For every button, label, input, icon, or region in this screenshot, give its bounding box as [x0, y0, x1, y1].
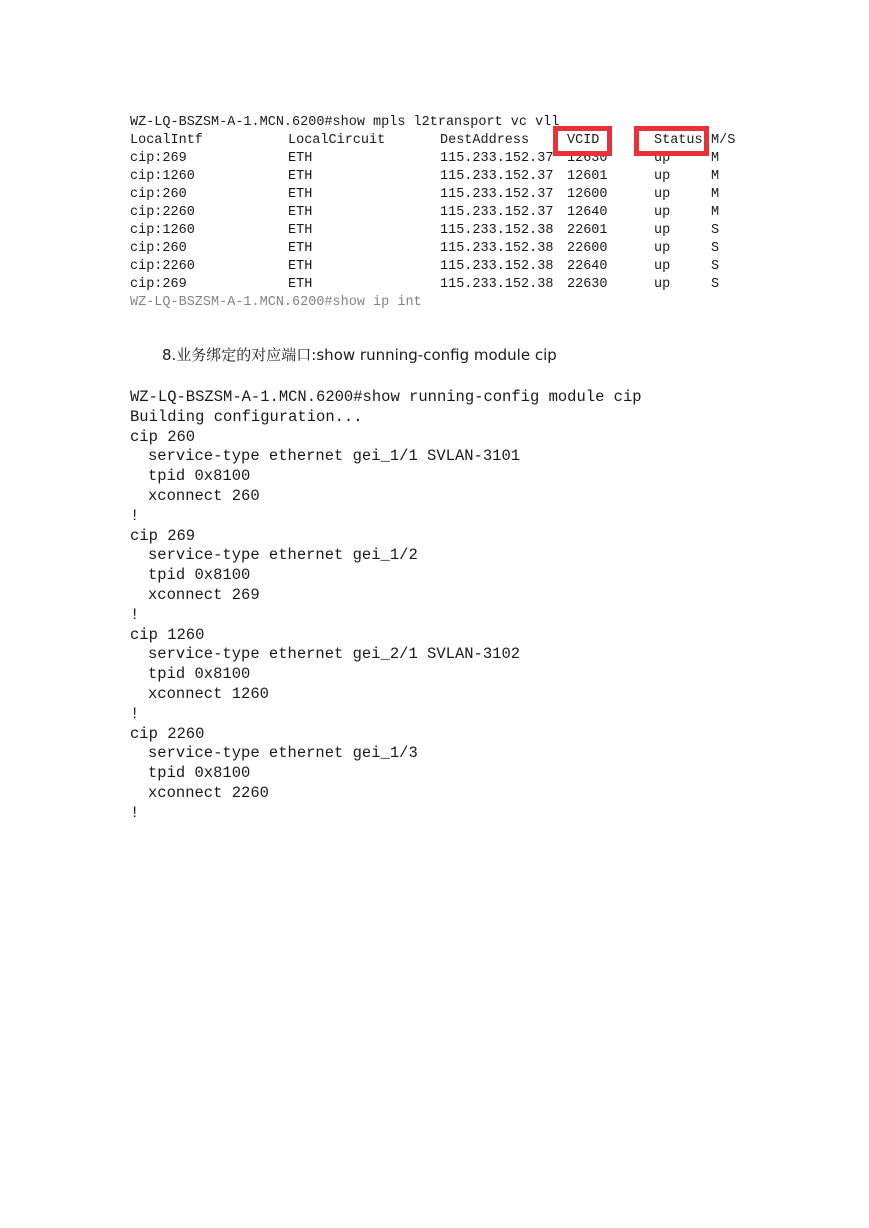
cell-local-intf: cip:2260: [130, 205, 195, 220]
cell-local-circuit: ETH: [288, 205, 313, 220]
cell-status: up: [654, 259, 671, 274]
cut-off-text: WZ-LQ-BSZSM-A-1.MCN.6200#show ip int: [130, 295, 422, 310]
config-building-line: Building configuration...: [130, 407, 363, 426]
cell-vcid: 12601: [567, 169, 608, 184]
config-output: [130, 388, 642, 824]
cell-status: up: [654, 187, 671, 202]
cell-dest-address: 115.233.152.38: [440, 223, 554, 238]
table-row: [130, 186, 750, 204]
cell-dest-address: 115.233.152.38: [440, 259, 554, 274]
header-local-circuit: LocalCircuit: [288, 133, 386, 148]
cell-local-intf: cip:269: [130, 151, 187, 166]
cell-dest-address: 115.233.152.37: [440, 187, 554, 202]
cell-dest-address: 115.233.152.37: [440, 169, 554, 184]
cip-header: cip 260: [130, 427, 196, 446]
header-local-intf: LocalIntf: [130, 133, 203, 148]
cell-ms: M: [711, 205, 720, 220]
cip-block: [130, 527, 642, 626]
cell-ms: S: [711, 277, 720, 292]
cell-local-intf: cip:260: [130, 187, 187, 202]
cip-block: [130, 428, 642, 527]
cip-header: cip 2260: [130, 724, 205, 743]
cell-vcid: 22630: [567, 277, 608, 292]
cip-block: [130, 626, 642, 725]
cell-local-circuit: ETH: [288, 187, 313, 202]
tpid-line: tpid 0x8100: [148, 467, 251, 486]
cell-ms: M: [711, 169, 720, 184]
tpid-line: tpid 0x8100: [148, 566, 251, 585]
cell-status: up: [654, 151, 671, 166]
cell-ms: M: [711, 151, 720, 166]
table-row: [130, 258, 750, 276]
status-highlight-box: [634, 126, 709, 156]
header-status: Status: [654, 133, 703, 148]
section-heading: 8.业务绑定的对应端口:show running-config module cip: [162, 346, 557, 364]
table-row: [130, 204, 750, 222]
vcid-highlight-box: [553, 126, 612, 156]
cell-local-circuit: ETH: [288, 151, 313, 166]
cell-status: up: [654, 169, 671, 184]
cell-vcid: 12630: [567, 151, 608, 166]
config-blocks: [130, 428, 642, 824]
cell-vcid: 22600: [567, 241, 608, 256]
header-ms: M/S: [711, 133, 736, 148]
cut-off-line: [130, 294, 750, 310]
block-end-marker: !: [130, 704, 140, 723]
service-type-line: service-type ethernet gei_1/2: [148, 546, 418, 565]
tpid-line: tpid 0x8100: [148, 665, 251, 684]
cell-local-circuit: ETH: [288, 241, 313, 256]
cell-local-circuit: ETH: [288, 277, 313, 292]
service-type-line: service-type ethernet gei_2/1 SVLAN-3102: [148, 645, 521, 664]
cell-vcid: 12640: [567, 205, 608, 220]
cell-local-intf: cip:2260: [130, 259, 195, 274]
cell-status: up: [654, 223, 671, 238]
cell-status: up: [654, 205, 671, 220]
cip-header: cip 269: [130, 526, 196, 545]
table-row: [130, 168, 750, 186]
header-vcid: VCID: [567, 133, 600, 148]
cell-local-circuit: ETH: [288, 259, 313, 274]
cell-local-intf: cip:1260: [130, 223, 195, 238]
header-dest-address: DestAddress: [440, 133, 530, 148]
cell-local-circuit: ETH: [288, 223, 313, 238]
cell-dest-address: 115.233.152.38: [440, 277, 554, 292]
cell-local-intf: cip:269: [130, 277, 187, 292]
cell-vcid: 22601: [567, 223, 608, 238]
tpid-line: tpid 0x8100: [148, 764, 251, 783]
xconnect-line: xconnect 2260: [148, 783, 269, 802]
cell-vcid: 12600: [567, 187, 608, 202]
xconnect-line: xconnect 269: [148, 585, 260, 604]
cell-status: up: [654, 277, 671, 292]
cell-ms: S: [711, 241, 720, 256]
cell-local-intf: cip:260: [130, 241, 187, 256]
block-end-marker: !: [130, 803, 140, 822]
cell-status: up: [654, 241, 671, 256]
command-prompt: WZ-LQ-BSZSM-A-1.MCN.6200#show mpls l2transport vc vll: [130, 115, 560, 130]
table-row: [130, 222, 750, 240]
xconnect-line: xconnect 260: [148, 486, 260, 505]
xconnect-line: xconnect 1260: [148, 684, 269, 703]
cell-dest-address: 115.233.152.38: [440, 241, 554, 256]
cell-ms: S: [711, 223, 720, 238]
cip-block: [130, 725, 642, 824]
cell-dest-address: 115.233.152.37: [440, 205, 554, 220]
cell-ms: S: [711, 259, 720, 274]
table-body: [130, 150, 750, 294]
cell-ms: M: [711, 187, 720, 202]
table-row: [130, 240, 750, 258]
cell-local-circuit: ETH: [288, 169, 313, 184]
service-type-line: service-type ethernet gei_1/3: [148, 744, 418, 763]
cell-vcid: 22640: [567, 259, 608, 274]
cip-header: cip 1260: [130, 625, 205, 644]
config-prompt: WZ-LQ-BSZSM-A-1.MCN.6200#show running-config module cip: [130, 388, 642, 406]
block-end-marker: !: [130, 506, 140, 525]
cell-local-intf: cip:1260: [130, 169, 195, 184]
block-end-marker: !: [130, 605, 140, 624]
cell-dest-address: 115.233.152.37: [440, 151, 554, 166]
table-row: [130, 276, 750, 294]
service-type-line: service-type ethernet gei_1/1 SVLAN-3101: [148, 447, 521, 466]
